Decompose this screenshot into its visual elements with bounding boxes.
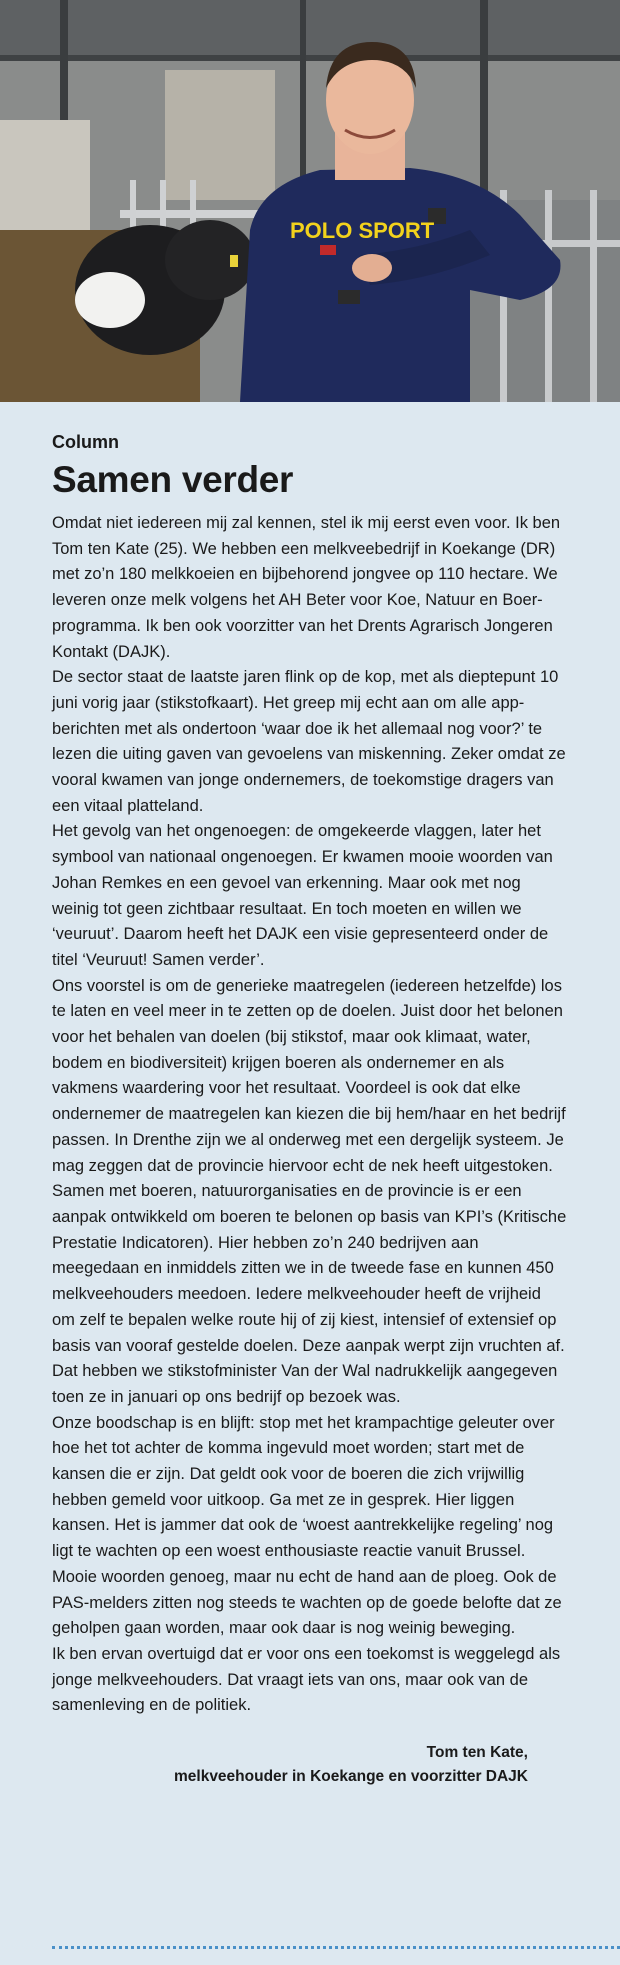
sweater-logo-text: POLO SPORT xyxy=(290,218,435,243)
dotted-divider xyxy=(52,1946,620,1949)
article-title: Samen verder xyxy=(52,459,294,500)
column-article xyxy=(0,402,620,1789)
column-kicker: Column xyxy=(52,432,119,452)
header-photo xyxy=(0,0,620,402)
paragraph-proposal: Ons voorstel is om de generieke maatregelen (iedereen hetzelfde) los te laten en veel meer in te zetten op de doelen. Juist door het belonen voor het behalen van doelen (bij stikstof, maar ook klimaat, water, bodem en biodiversiteit) krijgen boeren als ondernemer en als vakmens waardering voor het resultaat. Voordeel is ook dat elke ondernemer de maatregelen kan kiezen die bij hem/haar en het bedrijf passen. In Drenthe zijn we al onderweg met een dergelijk systeem. Je mag zeggen dat de provincie hiervoor echt de nek heeft uitgestoken. xyxy=(52,976,566,1175)
paragraph-sector: De sector staat de laatste jaren flink op de kop, met als dieptepunt 10 juni vorig jaar (stikstofkaart). Het greep mij echt aan om alle app-berichten met als ondertoon ‘waar doe ik het allemaal nog voor?’ te lezen die uiting gaven van gevoelens van miskenning. Zeker omdat ze vooral kwamen van jonge ondernemers, de toekomstige dragers van een vitaal platteland. xyxy=(52,668,566,815)
author-role: melkveehouder in Koekange en voorzitter DAJK xyxy=(173,1768,528,1786)
article-body xyxy=(52,511,568,1719)
paragraph-kpi-approach: Samen met boeren, natuurorganisaties en de provincie is er een aanpak ontwikkeld om boeren te belonen op basis van KPI’s (Kritische Prestatie Indicatoren). Hier hebben zo’n 240 bedrijven aan meegedaan en inmiddels zitten we in de tweede fase en kunnen 450 melkveehouders meedoen. Iedere melkveehouder heeft de vrijheid om zelf te bepalen welke route hij of zij kiest, intensief of extensief op basis van vooraf gestelde doelen. Deze aanpak werpt zijn vruchten af. Dat hebben we stikstofminister Van der Wal nadrukkelijk aangegeven toen ze in januari op ons bedrijf op bezoek was. xyxy=(52,1182,567,1406)
farmer-portrait-photo xyxy=(0,0,620,402)
author-name: Tom ten Kate, xyxy=(426,1744,528,1762)
paragraph-conclusion: Ik ben ervan overtuigd dat er voor ons een toekomst is weggelegd als jonge melkveehouders. Dat vraagt iets van ons, maar ook van de samenleving en de politiek. xyxy=(52,1644,561,1715)
paragraph-consequences: Het gevolg van het ongenoegen: de omgekeerde vlaggen, later het symbool van nationaal ongenoegen. Er kwamen mooie woorden van Johan Remkes en een gevoel van erkenning. Maar ook met nog weinig tot geen zichtbaar resultaat. En toch moeten en willen we ‘veuruut’. Daarom heeft het DAJK een visie gepresenteerd onder de titel ‘Veuruut! Samen verder’. xyxy=(52,822,553,969)
paragraph-introduction: Omdat niet iedereen mij zal kennen, stel ik mij eerst even voor. Ik ben Tom ten Kate (25). We hebben een melkveebedrijf in Koekange (DR) met zo’n 180 melkkoeien en bijbehorend jongvee op 110 hectare. We leveren onze melk volgens het AH Beter voor Koe, Natuur en Boer-programma. Ik ben ook voorzitter van het Drents Agrarisch Jongeren Kontakt (DAJK). xyxy=(52,514,561,661)
paragraph-message: Onze boodschap is en blijft: stop met het krampachtige geleuter over hoe het tot achter de komma ingevuld moet worden; start met de kansen die er zijn. Dat geldt ook voor de boeren die zich vrijwillig hebben gemeld voor uitkoop. Ga met ze in gesprek. Hier liggen kansen. Het is jammer dat ook de ‘woest aantrekkelijke regeling’ nog ligt te wachten op een woest enthousiaste reactie vanuit Brussel. Mooie woorden genoeg, maar nu echt de hand aan de ploeg. Ook de PAS-melders zitten nog steeds te wachten op de goede belofte dat ze geholpen gaan worden, maar ook daar is nog weinig beweging. xyxy=(52,1413,562,1638)
author-signature xyxy=(52,1741,568,1789)
